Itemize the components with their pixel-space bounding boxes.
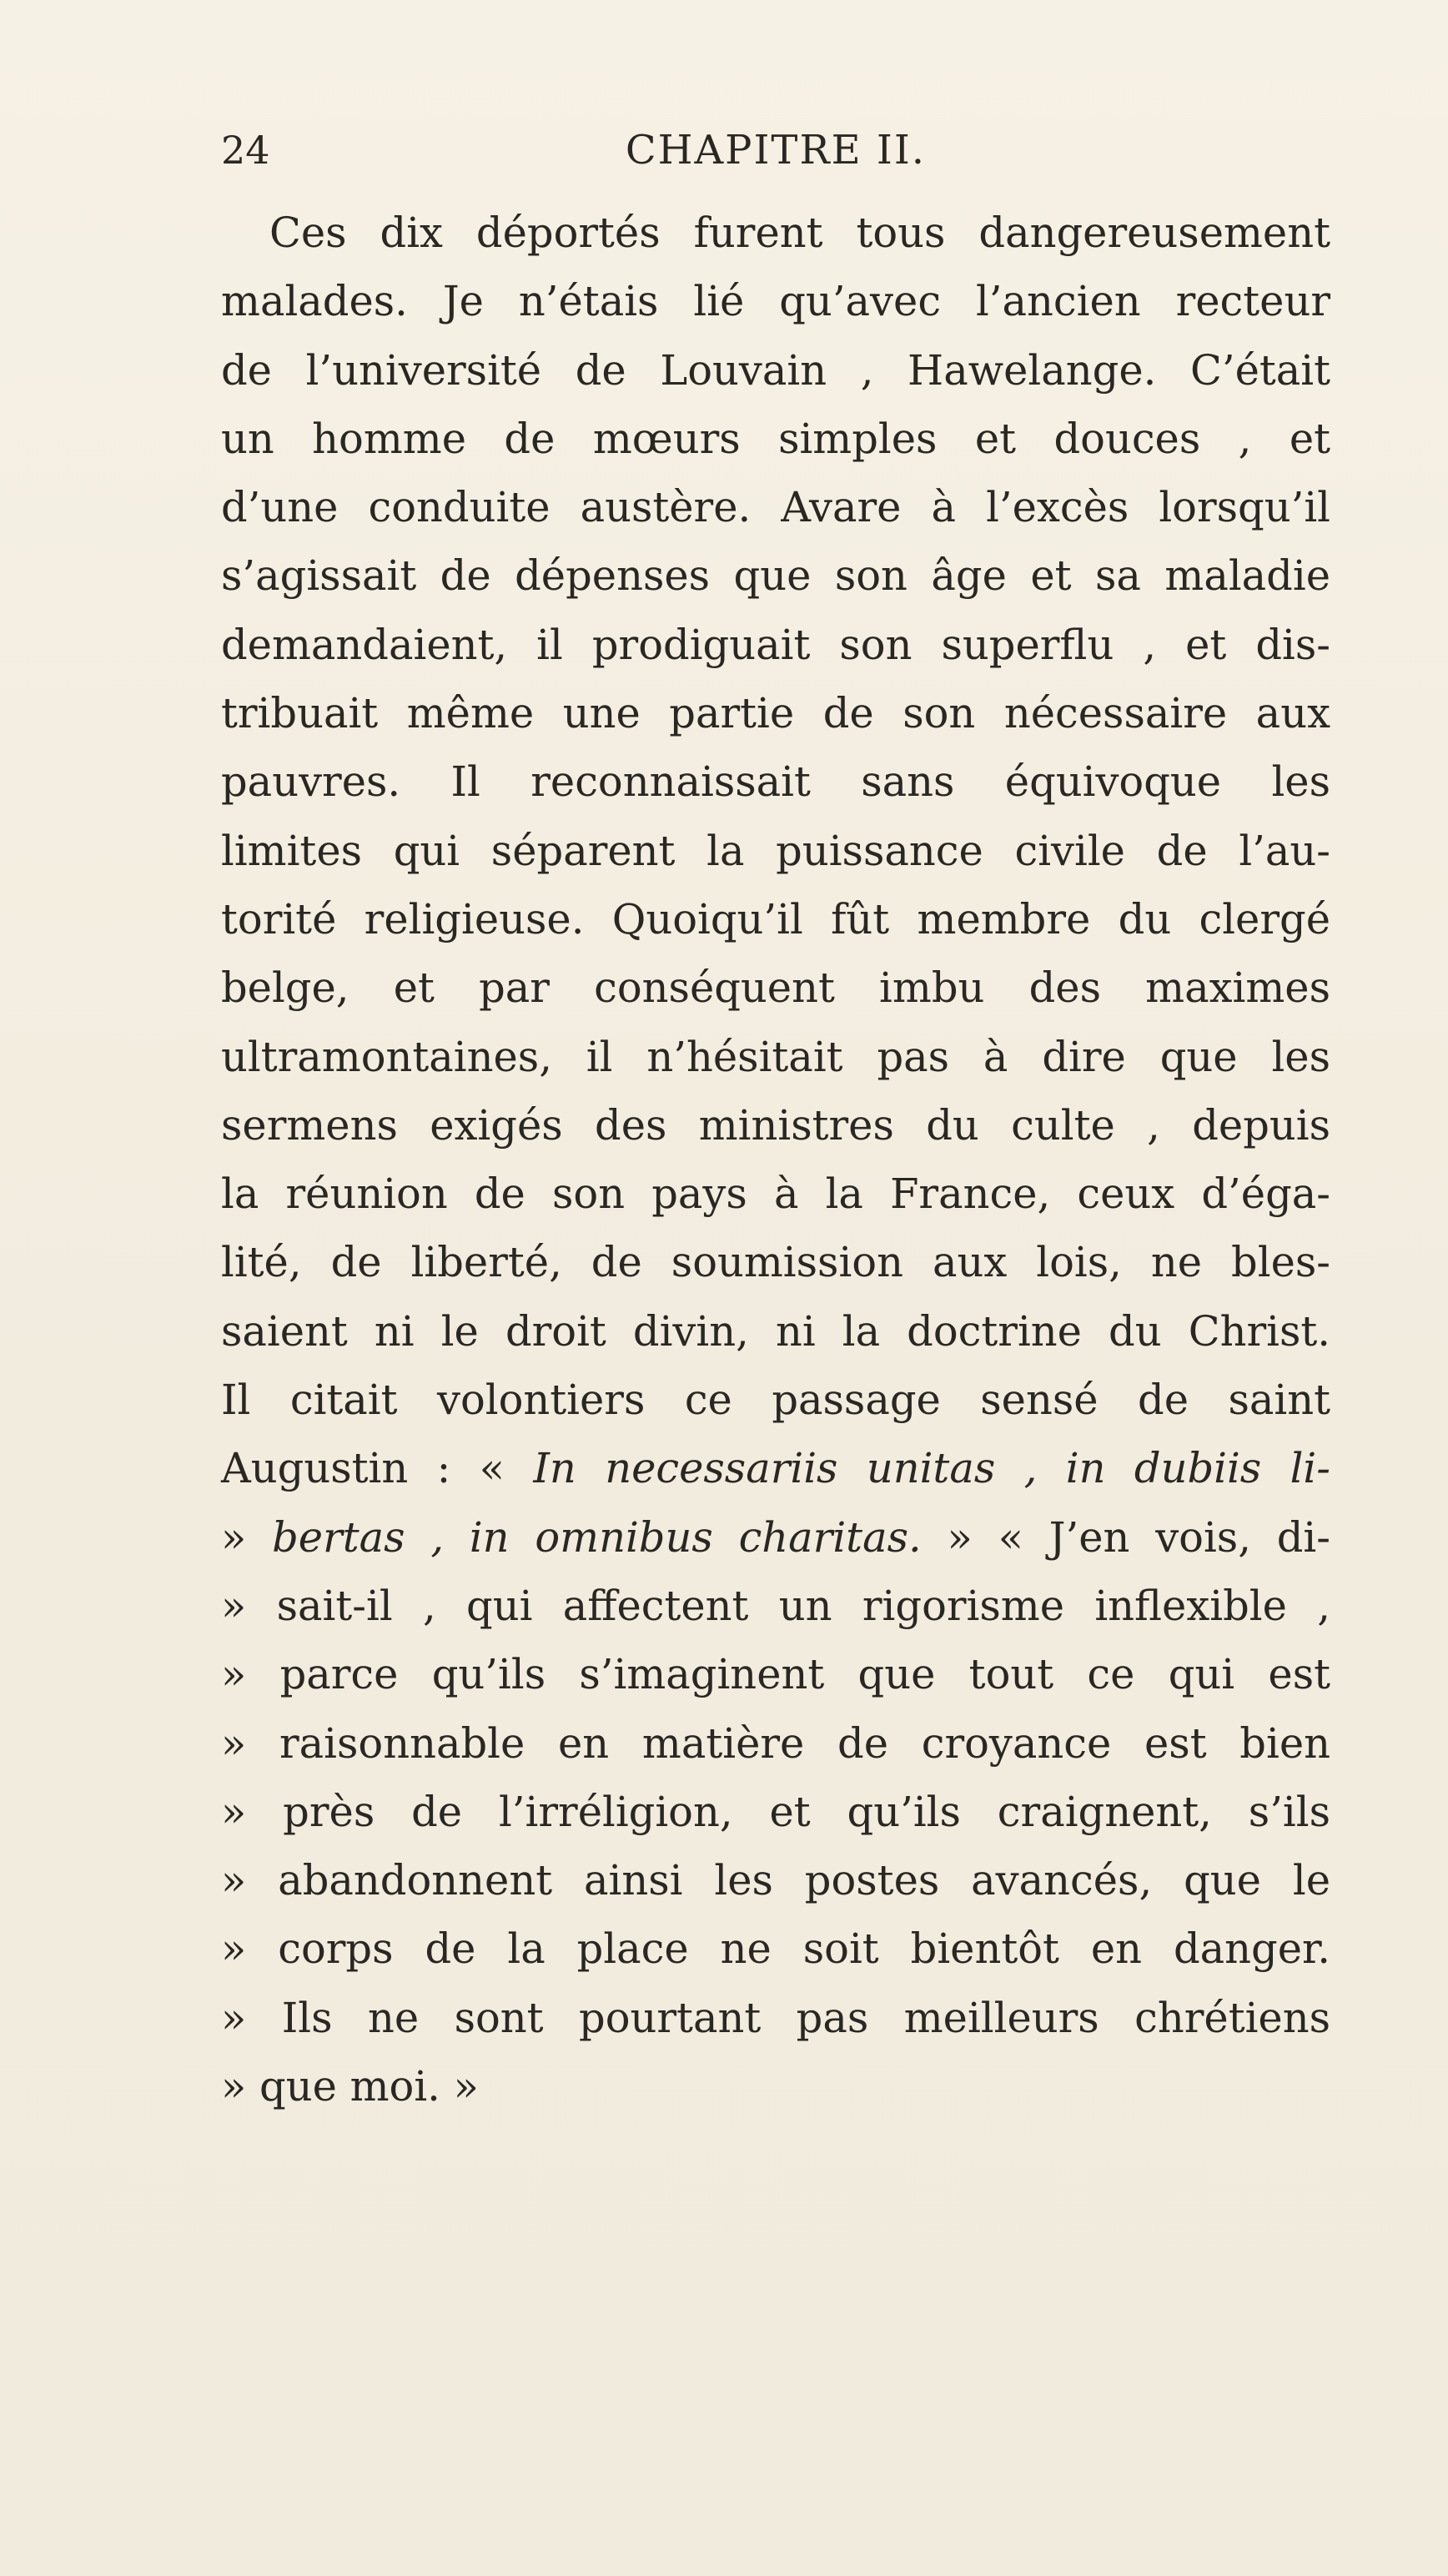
- text-segment: » que moi. »: [221, 2062, 479, 2111]
- text-line: [221, 1572, 1330, 1640]
- text-segment: Il citait volontiers ce passage sensé de saint: [221, 1376, 1330, 1425]
- text-line: [221, 747, 1330, 816]
- text-segment: la réunion de son pays à la France, ceux d’éga-: [221, 1170, 1330, 1219]
- text-segment: d’une conduite austère. Avare à l’excès lorsqu’il: [221, 483, 1330, 532]
- text-segment: un homme de mœurs simples et douces , et: [221, 414, 1330, 463]
- text-segment: » abandonnent ainsi les postes avancés, que le: [221, 1856, 1330, 1905]
- text-segment: limites qui séparent la puissance civile de l’au-: [221, 826, 1330, 875]
- text-segment: » corps de la place ne soit bientôt en danger.: [221, 1924, 1330, 1974]
- text-segment: ultramontaines, il n’hésitait pas à dire que les: [221, 1032, 1330, 1081]
- text-segment: s’agissait de dépenses que son âge et sa maladie: [221, 551, 1330, 601]
- text-segment: de l’université de Louvain , Hawelange. C’était: [221, 345, 1330, 395]
- text-segment: saient ni le droit divin, ni la doctrine du Christ.: [221, 1306, 1330, 1356]
- text-segment: » près de l’irréligion, et qu’ils craignent, s’ils: [221, 1787, 1330, 1836]
- text-segment: »: [221, 1512, 273, 1562]
- text-line: [221, 336, 1330, 405]
- italic-text: In necessariis unitas , in dubiis li-: [533, 1444, 1330, 1493]
- text-segment: belge, et par conséquent imbu des maximes: [221, 963, 1330, 1013]
- text-line: [221, 1228, 1330, 1296]
- text-segment: demandaient, il prodiguait son superflu , et dis-: [221, 620, 1330, 669]
- text-line: [221, 611, 1330, 679]
- text-line: [221, 817, 1330, 885]
- text-segment: tribuait même une partie de son nécessaire aux: [221, 689, 1330, 738]
- text-segment: lité, de liberté, de soumission aux lois, ne bles-: [221, 1238, 1330, 1287]
- running-head: CHAPITRE II.: [625, 127, 927, 174]
- text-line: [221, 1914, 1330, 1983]
- text-line: [221, 267, 1330, 335]
- text-line: [221, 885, 1330, 953]
- text-line: [221, 953, 1330, 1022]
- text-segment: » parce qu’ils s’imaginent que tout ce qui est: [221, 1650, 1330, 1699]
- text-segment: sermens exigés des ministres du culte , depuis: [221, 1100, 1330, 1150]
- text-line: [221, 2052, 1330, 2121]
- text-line: [221, 1297, 1330, 1366]
- page-number: 24: [221, 128, 270, 173]
- text-line: [221, 1640, 1330, 1708]
- text-segment: pauvres. Il reconnaissait sans équivoque les: [221, 757, 1330, 807]
- text-segment: Augustin : «: [221, 1444, 534, 1493]
- text-line: [221, 405, 1330, 473]
- text-line: [221, 1160, 1330, 1228]
- text-line: [221, 199, 1330, 267]
- text-line: [221, 541, 1330, 610]
- text-line: [221, 1778, 1330, 1846]
- page-header: [221, 125, 1330, 184]
- text-segment: » Ils ne sont pourtant pas meilleurs chrétiens: [221, 1993, 1330, 2042]
- text-line: [221, 679, 1330, 747]
- text-line: [221, 473, 1330, 541]
- text-segment: Ces dix déportés furent tous dangereusement: [269, 209, 1330, 257]
- text-segment: » « J’en vois, di-: [921, 1512, 1330, 1562]
- text-segment: torité religieuse. Quoiqu’il fût membre du clergé: [221, 894, 1330, 943]
- text-line: [221, 1023, 1330, 1091]
- text-line: [221, 1984, 1330, 2052]
- body-text: [221, 199, 1330, 2121]
- text-line: [221, 1366, 1330, 1434]
- italic-text: bertas , in omnibus charitas.: [272, 1512, 922, 1562]
- text-segment: » raisonnable en matière de croyance est bien: [221, 1718, 1330, 1768]
- text-line: [221, 1503, 1330, 1572]
- text-line: [221, 1846, 1330, 1914]
- text-line: [221, 1434, 1330, 1502]
- text-segment: malades. Je n’étais lié qu’avec l’ancien recteur: [221, 277, 1330, 326]
- text-line: [221, 1091, 1330, 1160]
- text-segment: » sait-il , qui affectent un rigorisme inflexible ,: [221, 1581, 1330, 1630]
- text-line: [221, 1709, 1330, 1778]
